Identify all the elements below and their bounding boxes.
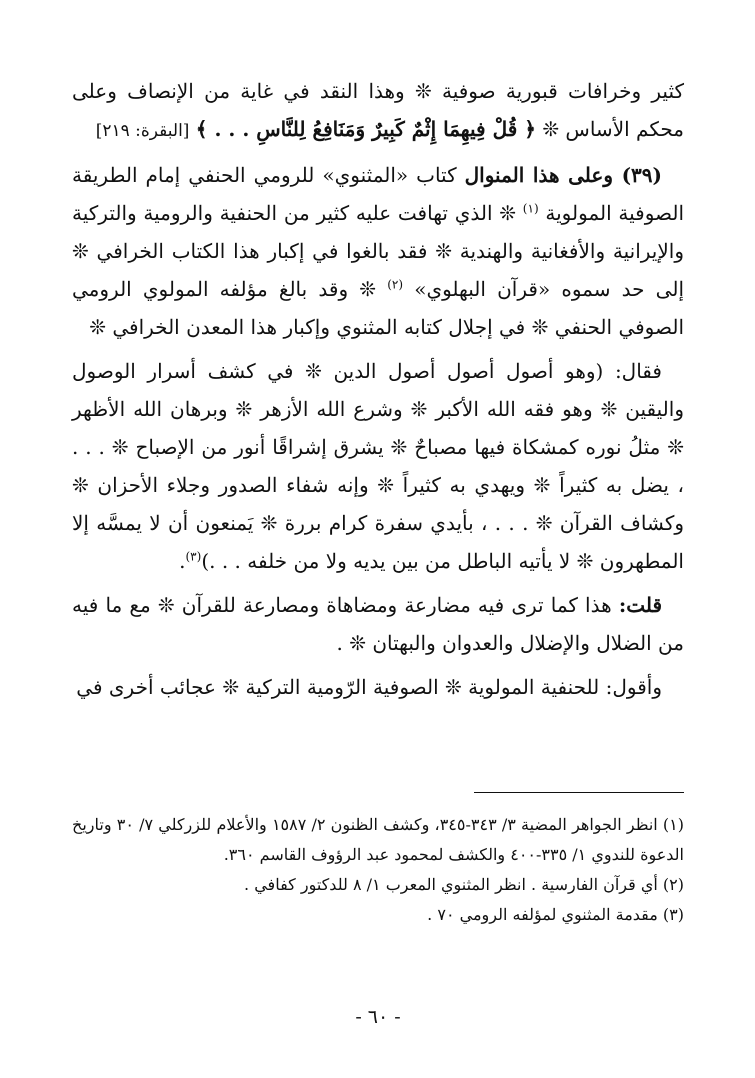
footnote-2: (٢) أي قرآن الفارسية . انظر المثنوي المعرب ١/ ٨ للدكتور كفافي . bbox=[244, 875, 684, 894]
paragraph-5-text: وأقول: للحنفية المولوية ❊ الصوفية الرّومية التركية ❊ عجائب أخرى في bbox=[76, 675, 662, 699]
paragraph-2-text-3: ❊ وقد بالغ مؤلفه المولوي الرومي الصوفي الحنفي ❊ في إجلال كتابه المثنوي وإكبار هذا المعدن الخرافي ❊ bbox=[72, 277, 684, 339]
paragraph-3-end: . bbox=[179, 549, 186, 573]
page-number: - ٦٠ - bbox=[355, 1006, 401, 1028]
footnote-1: (١) انظر الجواهر المضية ٣/ ٣٤٣-٣٤٥، وكشف الظنون ٢/ ١٥٨٧ والأعلام للزركلي ٧/ ٣٠ وتاريخ الدعوة للندوي ١/ ٣٣٥-٤٠٠ والكشف لمحمود عبد الرؤوف القاسم ٣٦٠. bbox=[72, 815, 684, 864]
paragraph-5 bbox=[72, 668, 684, 706]
footnote-divider bbox=[474, 792, 684, 793]
footnote-ref-2: (٢) bbox=[387, 277, 404, 292]
paragraph-4-text: هذا كما ترى فيه مضارعة ومضاهاة ومصارعة للقرآن ❊ مع ما فيه من الضلال والإضلال والعدوان والبهتان ❊ . bbox=[72, 593, 684, 655]
paragraph-1-text: كثير وخرافات قبورية صوفية ❊ وهذا النقد في غاية من الإنصاف وعلى محكم الأساس ❊ bbox=[72, 79, 684, 141]
paragraph-4 bbox=[72, 586, 684, 662]
paragraph-4-lead: قلت: bbox=[618, 593, 663, 617]
paragraph-2 bbox=[72, 156, 684, 346]
footnotes bbox=[72, 810, 684, 930]
paragraph-3-text: فقال: (وهو أصول أصول أصول الدين ❊ في كشف أسرار الوصول واليقين ❊ وهو فقه الله الأكبر ❊ وشرع الله الأزهر ❊ وبرهان الله الأظهر ❊ مثلُ نوره كمشكاة فيها مصباحٌ ❊ يشرق إشراقًا أنور من الإصباح ❊ . . . ، يضل به كثيراً ❊ ويهدي به كثيراً ❊ وإنه شفاء الصدور وجلاء الأحزان ❊ وكشاف القرآن ❊ . . . ، بأيدي سفرة كرام بررة ❊ يَمنعون أن لا يمسَّه إلا المطهرون ❊ لا يأتيه الباطل من بين يديه ولا من خلفه . . .) bbox=[72, 359, 684, 573]
paragraph-3 bbox=[72, 352, 684, 580]
quran-reference: [البقرة: ٢١٩] bbox=[95, 121, 190, 141]
paragraph-2-text-2: ❊ الذي تهافت عليه كثير من الحنفية والرومية والتركية والإيرانية والأفغانية والهندية ❊ فقد بالغوا في إكبار هذا الكتاب الخرافي ❊ إلى حد سموه «قرآن البهلوي» bbox=[72, 201, 684, 301]
footnote-ref-3: (٣) bbox=[185, 549, 202, 564]
paragraph-2-text: كتاب «المثنوي» للرومي الحنفي إمام الطريقة الصوفية المولوية bbox=[72, 163, 685, 225]
quran-quote: ﴿ قُلْ فِيهِمَا إِثْمٌ كَبِيرٌ وَمَنَافِعُ لِلنَّاسِ . . . ﴾ bbox=[195, 117, 536, 141]
paragraph-2-lead: (٣٩) وعلى هذا المنوال bbox=[464, 163, 662, 187]
book-page bbox=[72, 72, 684, 1032]
footnote-3: (٣) مقدمة المثنوي لمؤلفه الرومي ٧٠ . bbox=[427, 905, 684, 924]
footnote-ref-1: (١) bbox=[522, 201, 539, 216]
paragraph-1 bbox=[72, 72, 684, 150]
